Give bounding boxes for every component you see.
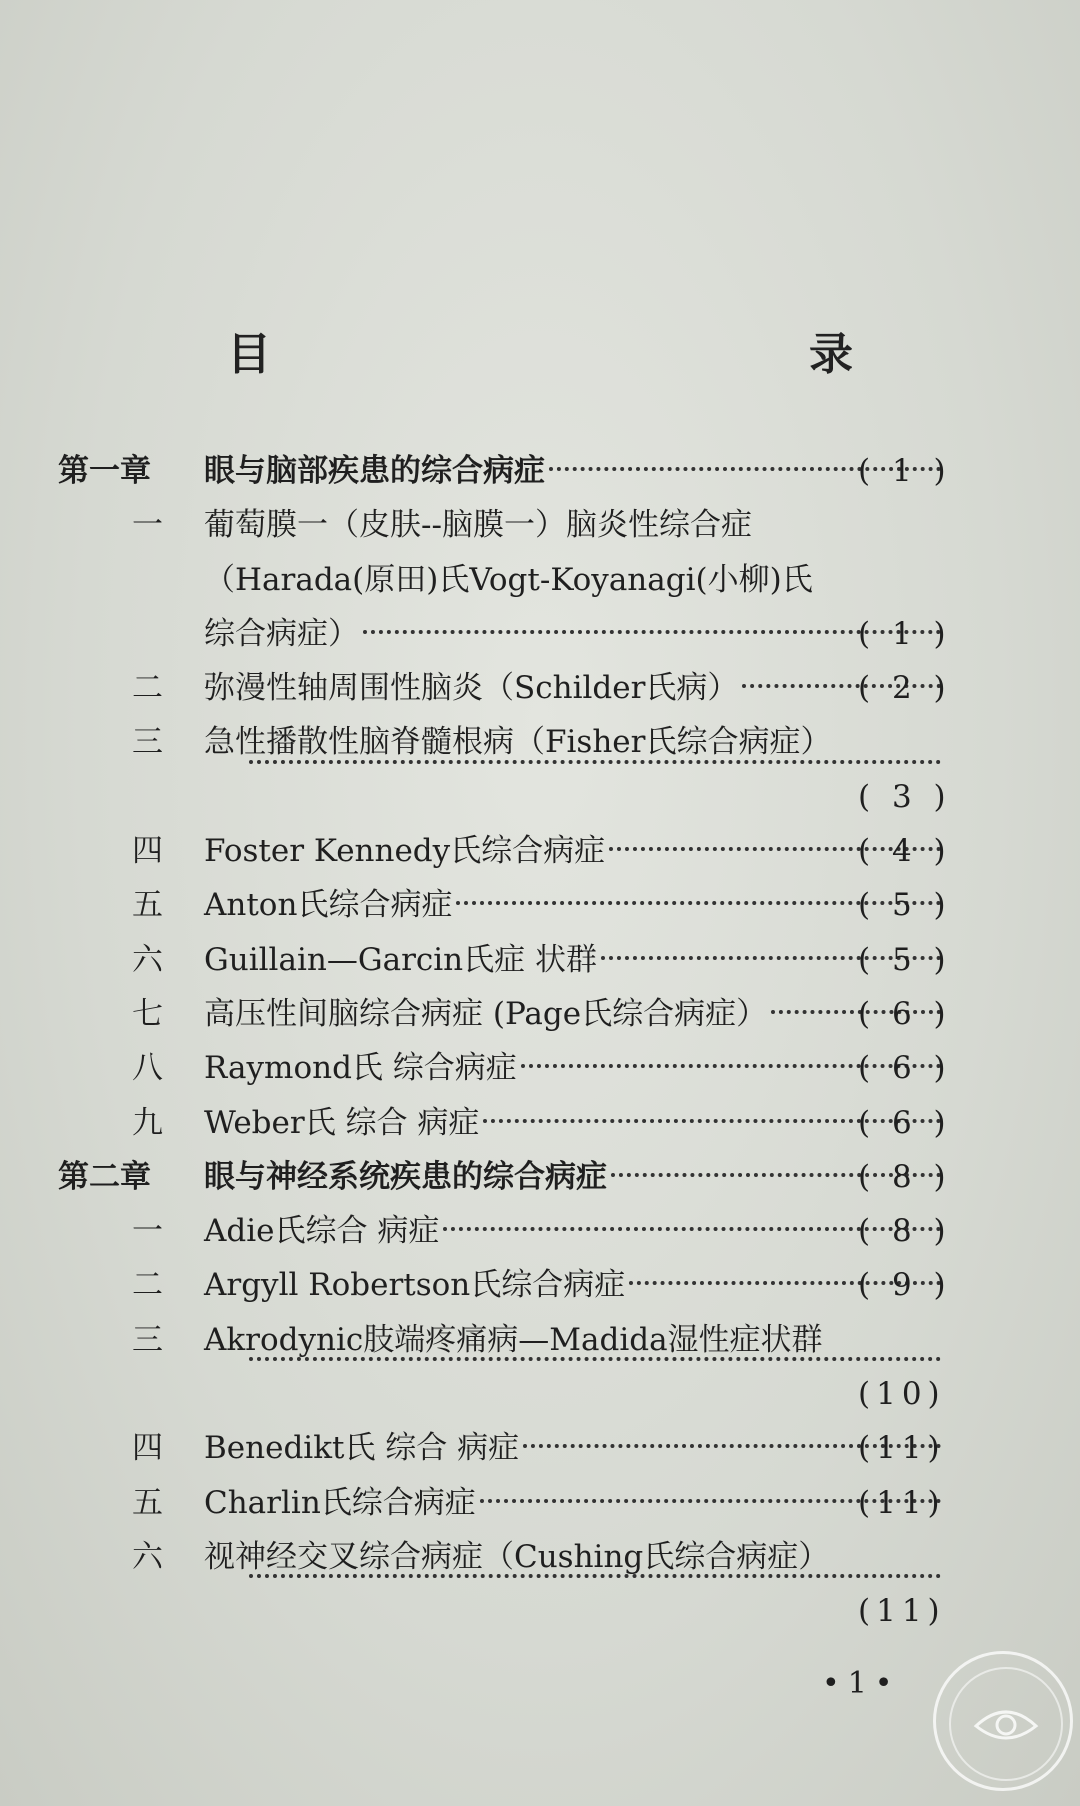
- section-number: 三: [132, 724, 163, 761]
- entry-title: 弥漫性轴周围性脑炎（Schilder氏病）: [204, 670, 739, 707]
- entry-title: Raymond氏 综合病症: [204, 1050, 517, 1087]
- toc-entry-row: [0, 770, 1080, 824]
- page-reference: ( 6 ): [858, 1050, 952, 1087]
- seal-eye-icon: [936, 1654, 1076, 1794]
- entry-title: Akrodynic肢端疼痛病—Madida湿性症状群: [204, 1321, 823, 1358]
- entry-title: Foster Kennedy氏综合病症: [204, 833, 606, 870]
- page-reference: ( 6 ): [858, 1104, 952, 1141]
- section-number: 二: [132, 670, 163, 707]
- dot-leader: [363, 630, 941, 634]
- section-number: 八: [132, 1050, 163, 1087]
- toc-line: [204, 1096, 945, 1150]
- toc-line: [204, 1150, 945, 1204]
- entry-title: Anton氏综合病症: [204, 887, 453, 924]
- toc-line: [204, 1421, 945, 1475]
- toc-line: [204, 987, 945, 1041]
- page-reference: ( 2 ): [858, 670, 952, 707]
- page-reference: ( 9 ): [858, 1267, 952, 1304]
- entry-title: （Harada(原田)氏Vogt-Koyanagi(小柳)氏: [204, 561, 813, 598]
- page-reference: ( 6 ): [858, 995, 952, 1032]
- toc-entry-row: [0, 824, 1080, 878]
- page-reference: ( 5 ): [858, 941, 952, 978]
- toc-entry-row: [0, 498, 1080, 552]
- toc-line: [204, 661, 945, 715]
- toc-line: [204, 878, 945, 932]
- toc-line: [204, 824, 945, 878]
- toc-chapter-row: [0, 444, 1080, 498]
- table-of-contents: [0, 444, 1080, 1639]
- toc-entry-row: [0, 1367, 1080, 1421]
- toc-entry-row: [0, 1258, 1080, 1312]
- page-reference: ( 5 ): [858, 887, 952, 924]
- page-reference: ( 8 ): [858, 1213, 952, 1250]
- entry-title: Benedikt氏 综合 病症: [204, 1430, 520, 1467]
- toc-line: [204, 607, 945, 661]
- toc-line: [204, 1476, 945, 1530]
- chapter-number: 第一章: [58, 453, 151, 489]
- toc-line: [204, 1258, 945, 1312]
- entry-title: Charlin氏综合病症: [204, 1484, 476, 1521]
- toc-entry-row: [0, 553, 1080, 607]
- section-number: 六: [132, 941, 163, 978]
- page-reference: ( 1 ): [858, 615, 952, 652]
- toc-entry-row: [0, 987, 1080, 1041]
- section-number: 一: [132, 507, 163, 544]
- toc-line: [245, 1584, 945, 1588]
- museum-seal-watermark: [933, 1651, 1073, 1791]
- section-number: 四: [132, 1430, 163, 1467]
- entry-title: Adie氏综合 病症: [204, 1213, 440, 1250]
- entry-title: Weber氏 综合 病症: [204, 1104, 480, 1141]
- section-number: 三: [132, 1321, 163, 1358]
- dot-leader: [249, 760, 941, 764]
- toc-entry-row: [0, 607, 1080, 661]
- toc-entry-row: [0, 661, 1080, 715]
- toc-line: [204, 933, 945, 987]
- chapter-number: 第二章: [58, 1158, 151, 1195]
- toc-chapter-row: [0, 1150, 1080, 1204]
- page-reference: (11): [858, 1430, 946, 1467]
- page-reference: ( 4 ): [858, 833, 952, 870]
- page-title: 目 录: [227, 329, 1003, 380]
- toc-entry-row: [0, 1476, 1080, 1530]
- section-number: 二: [132, 1267, 163, 1304]
- section-number: 一: [132, 1213, 163, 1250]
- page-reference: ( 1 ): [858, 453, 952, 489]
- section-number: 五: [132, 1484, 163, 1521]
- toc-entry-row: [0, 1204, 1080, 1258]
- toc-line: [204, 1041, 945, 1095]
- section-number: 九: [132, 1104, 163, 1141]
- page-number-footer: •1•: [822, 1666, 901, 1701]
- toc-line: [204, 444, 945, 498]
- entry-title: 葡萄膜一（皮肤--脑膜一）脑炎性综合症: [204, 507, 752, 544]
- page-reference: ( 8 ): [858, 1158, 952, 1195]
- section-number: 六: [132, 1538, 163, 1575]
- toc-entry-row: [0, 1421, 1080, 1475]
- chapter-title: 眼与神经系统疾患的综合病症: [204, 1158, 607, 1195]
- entry-title: 高压性间脑综合病症 (Page氏综合病症）: [204, 995, 768, 1032]
- dot-leader: [249, 1357, 941, 1361]
- dot-leader: [249, 1574, 941, 1578]
- section-number: 五: [132, 887, 163, 924]
- page-reference: (11): [858, 1593, 946, 1630]
- toc-line: [245, 770, 945, 774]
- page-reference: (11): [858, 1484, 946, 1521]
- toc-line: [245, 1367, 945, 1371]
- toc-entry-row: [0, 1584, 1080, 1638]
- entry-title: 急性播散性脑脊髓根病（Fisher氏综合病症）: [204, 724, 832, 761]
- entry-title: Argyll Robertson氏综合病症: [204, 1267, 626, 1304]
- page-reference: ( 3 ): [858, 778, 952, 815]
- entry-title: 综合病症）: [204, 615, 359, 652]
- page-reference: (10): [858, 1376, 946, 1413]
- toc-entry-row: [0, 933, 1080, 987]
- entry-title: 视神经交叉综合病症（Cushing氏综合病症）: [204, 1538, 830, 1575]
- toc-line: [204, 1204, 945, 1258]
- toc-entry-row: [0, 1041, 1080, 1095]
- entry-title: Guillain—Garcin氏症 状群: [204, 941, 597, 978]
- section-number: 七: [132, 995, 163, 1032]
- section-number: 四: [132, 833, 163, 870]
- toc-entry-row: [0, 878, 1080, 932]
- toc-entry-row: [0, 1096, 1080, 1150]
- chapter-title: 眼与脑部疾患的综合病症: [204, 453, 545, 489]
